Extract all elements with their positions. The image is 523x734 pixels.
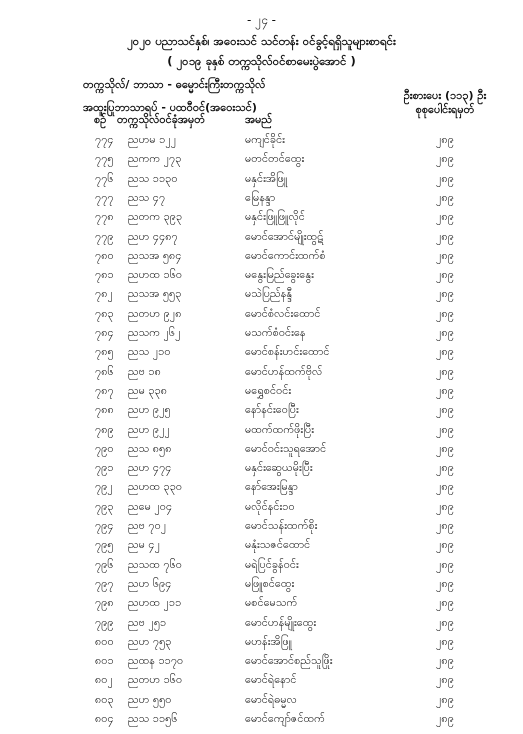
- cell-name: မောင်စံလင်းထောင်: [245, 306, 321, 320]
- cell-serial: ၇၈၀: [95, 248, 114, 262]
- document-subtitle: ( ၂၀၁၉ ခုနှစ် တက္ကသိုလ်ဝင်စာမေးပွဲအောင် ): [167, 54, 356, 68]
- cell-name: မနုံးသဇင်ထောင်: [245, 538, 311, 552]
- cell-score: ၂၈၉: [436, 383, 454, 397]
- cell-name: မနှင်းဖြူဖြူလိုင်: [245, 210, 305, 224]
- page-number: - ၂၄ -: [247, 13, 276, 27]
- cell-roll-number: ညဟ ၄၄၈၇: [128, 229, 178, 243]
- cell-roll-number: ညမ ၄၂: [128, 538, 161, 552]
- cell-serial: ၇၇၅: [95, 152, 114, 166]
- cell-serial: ၇၈၉: [95, 422, 114, 436]
- cell-score: ၂၈၉: [436, 248, 454, 262]
- cell-roll-number: ညဟထ ၁၆၀: [128, 268, 183, 282]
- cell-name: မရွှေစင်ဝင်း: [245, 383, 292, 397]
- column-header-total-score: စုစုပေါင်းရမှတ်: [415, 103, 475, 116]
- document-title: ၂၀၂၀ ပညာသင်နှစ်၊ အဝေးသင် သင်တန်း ဝင်ခွင့်ရရှိသူများစာရင်း: [127, 34, 396, 48]
- cell-serial: ၇၉၀: [95, 441, 114, 455]
- cell-roll-number: ညဟထ ၃၃၀: [128, 480, 183, 494]
- cell-serial: ၈၀၃: [95, 692, 114, 706]
- cell-score: ၂၈၉: [436, 557, 454, 571]
- cell-roll-number: ညတက ၃၉၃: [128, 210, 183, 224]
- cell-serial: ၇၇၄: [95, 133, 114, 146]
- cell-name: မောင်ကောင်းထက်စံ: [245, 248, 326, 262]
- cell-serial: ၇၈၁: [95, 268, 114, 282]
- cell-roll-number: ညဟ ၉၂၅: [128, 403, 171, 417]
- cell-serial: ၈၀၂: [95, 673, 113, 687]
- cell-roll-number: ညသအ ၅၈၄: [128, 248, 182, 262]
- cell-name: မောင်ကျော်ဇင်ထက်: [245, 712, 325, 725]
- cell-score: ၂၈၉: [436, 190, 454, 204]
- cell-serial: ၇၇၇: [95, 190, 114, 204]
- cell-name: မနွေးမြည်ခွေးနွေး: [245, 268, 314, 282]
- cell-score: ၂၈၉: [436, 210, 454, 224]
- cell-roll-number: ညဟ ၅၅၀: [128, 692, 172, 706]
- cell-score: ၂၈၉: [436, 229, 454, 243]
- cell-score: ၂၈၉: [436, 268, 454, 282]
- cell-score: ၂၈၉: [436, 152, 454, 166]
- cell-score: ၂၈၉: [436, 441, 454, 455]
- cell-roll-number: ညဗ ၁၈: [128, 364, 161, 378]
- cell-name: မရဲပြင်ခွန်ဝင်း: [245, 557, 299, 571]
- cell-roll-number: ညဟ ၇၅၃: [128, 634, 172, 648]
- cell-score: ၂၈၉: [436, 596, 454, 610]
- cell-score: ၂၈၉: [436, 654, 454, 668]
- cell-serial: ၈၀၄: [95, 712, 114, 725]
- cell-name: နော်နင်းဝေပြီး: [245, 403, 299, 417]
- cell-roll-number: ညဟ ၉၂၂: [128, 422, 170, 436]
- column-header-quota: ဦးစားပေး (၁၁၃) ဦး: [403, 89, 487, 102]
- cell-serial: ၇၉၉: [95, 615, 114, 629]
- table-row: [0, 712, 523, 734]
- cell-name: မောင်ရဲနောင်: [245, 673, 297, 687]
- cell-name: မောင်အောင်မျိုးထွဋ်: [245, 229, 324, 243]
- cell-serial: ၇၇၈: [95, 210, 114, 224]
- column-header-serial: စဉ်: [94, 113, 107, 126]
- cell-serial: ၇၉၆: [95, 557, 114, 571]
- cell-score: ၂၈၉: [436, 403, 454, 417]
- cell-score: ၂၈၉: [436, 480, 454, 494]
- cell-score: ၂၈၉: [436, 615, 454, 629]
- university-line: တက္ကသိုလ်/ ဘာသာ - ဓမ္မောင်းကြီးတက္ကသိုလ်: [83, 78, 266, 91]
- cell-roll-number: ညသ ၄၇: [128, 190, 166, 204]
- cell-serial: ၈၀၀: [95, 634, 114, 648]
- cell-serial: ၇၇၉: [95, 229, 114, 243]
- cell-name: မနှင်းအိဖြူ: [245, 171, 288, 185]
- cell-name: မတင်တင်ထွေး: [245, 152, 305, 166]
- cell-serial: ၇၉၈: [95, 596, 114, 610]
- cell-serial: ၇၈၂: [95, 287, 113, 301]
- cell-serial: ၇၈၈: [95, 403, 114, 417]
- program-line: အထူးပြုဘာသာရပ် - ပထဝီဝင်(အဝေးသင်): [83, 101, 257, 114]
- cell-roll-number: ညဗ ၇၀၂: [128, 519, 167, 532]
- cell-name: မောင်သန်းထက်စိုး: [245, 519, 318, 532]
- cell-serial: ၇၉၃: [95, 499, 114, 513]
- cell-name: မနှင်းဆွေယမိုးပြီး: [245, 461, 313, 475]
- cell-serial: ၇၉၇: [95, 576, 114, 590]
- cell-score: ၂၈၉: [436, 287, 454, 301]
- cell-roll-number: ညသ ၈၅၈: [128, 441, 172, 455]
- cell-score: ၂၈၉: [436, 306, 454, 320]
- column-header-name: အမည်: [245, 113, 273, 126]
- cell-roll-number: ညတဟ ၁၆၀: [128, 673, 183, 687]
- cell-roll-number: ညသ ၁၁၃၀: [128, 171, 178, 185]
- cell-name: မဟန်းအိဖြူ: [245, 634, 292, 648]
- cell-name: မထက်ထက်ဖိုးပြီး: [245, 422, 315, 436]
- cell-roll-number: ညထန ၁၁၇၀: [128, 654, 184, 668]
- cell-roll-number: ညသ ၁၁၅၆: [128, 712, 178, 725]
- cell-serial: ၇၇၆: [95, 171, 114, 185]
- cell-score: ၂၈၉: [436, 499, 454, 513]
- cell-score: ၂၈၉: [436, 326, 454, 339]
- cell-score: ၂၈၉: [436, 634, 454, 648]
- cell-name: မသက်စံဝင်းနေ: [245, 326, 306, 339]
- cell-name: မောင်စန်းဟင်းထောင်: [245, 345, 330, 359]
- cell-roll-number: ညသက ၂၆၂: [128, 326, 181, 339]
- cell-roll-number: ညတဟ ၉၂၈: [128, 306, 182, 320]
- cell-score: ၂၈၉: [436, 692, 454, 706]
- cell-name: မစင်မေသက်: [245, 596, 298, 610]
- cell-score: ၂၈၉: [436, 345, 454, 359]
- cell-serial: ၇၉၁: [95, 461, 114, 475]
- cell-serial: ၇၈၅: [95, 345, 114, 359]
- cell-roll-number: ညသထ ၇၆၀: [128, 557, 182, 571]
- cell-roll-number: ညသ ၂၁၀: [128, 345, 171, 359]
- cell-score: ၂၈၉: [436, 519, 454, 532]
- cell-serial: ၇၉၄: [95, 519, 114, 532]
- cell-name: မောင်ဟန်မျိုးထွေး: [245, 615, 317, 629]
- cell-roll-number: ညဟ ၄၇၄: [128, 461, 172, 475]
- cell-roll-number: ညမေ ၂၀၄: [128, 499, 173, 513]
- cell-name: မောင်ဝင်းသူရအောင်: [245, 441, 327, 455]
- cell-roll-number: ညဟမ ၁၂၂: [128, 133, 177, 146]
- cell-score: ၂၈၉: [436, 461, 454, 475]
- cell-name: မောင်အောင်စည်သူဖြိုး: [245, 654, 333, 668]
- cell-name: နော်အေးမြန္ဒာ: [245, 480, 298, 494]
- cell-name: မောင်ရဲဓမ္မလ: [245, 692, 297, 706]
- cell-score: ၂၈၉: [436, 171, 454, 185]
- cell-score: ၂၈၉: [436, 673, 454, 687]
- cell-name: မဖြူစင်ထွေး: [245, 576, 295, 590]
- cell-serial: ၇၈၇: [95, 383, 114, 397]
- cell-name: မသဲပြည်နန္ဒီ: [245, 287, 293, 301]
- cell-serial: ၇၈၄: [95, 326, 114, 339]
- cell-serial: ၇၉၅: [95, 538, 114, 552]
- cell-serial: ၈၀၁: [95, 654, 114, 668]
- cell-roll-number: ညဟထ ၂၁၁: [128, 596, 182, 610]
- cell-score: ၂၈၉: [436, 576, 454, 590]
- cell-roll-number: ညကက ၂၇၃: [128, 152, 182, 166]
- cell-name: မောင်ဟန်ထက်ဗိုလ်: [245, 364, 323, 378]
- cell-score: ၂၈၉: [436, 538, 454, 552]
- cell-score: ၂၈၉: [436, 364, 454, 378]
- cell-score: ၂၈၉: [436, 422, 454, 436]
- column-header-roll-number: တက္ကသိုလ်ဝင်ခုံအမှတ်: [117, 113, 205, 126]
- cell-score: ၂၈၉: [436, 133, 454, 146]
- cell-serial: ၇၈၃: [95, 306, 114, 320]
- cell-name: မကျင်ခိုင်း: [245, 133, 285, 146]
- cell-serial: ၇၉၂: [95, 480, 113, 494]
- cell-name: မြေနန္ဒာ: [245, 190, 276, 204]
- cell-roll-number: ညသအ ၅၅၃: [128, 287, 182, 301]
- cell-roll-number: ညဗ ၂၅၁: [128, 615, 167, 629]
- cell-name: မလိုင်နင်း၁၀: [245, 499, 295, 513]
- cell-roll-number: ညမ ၃၃၈: [128, 383, 168, 397]
- cell-serial: ၇၈၆: [95, 364, 114, 378]
- cell-score: ၂၈၉: [436, 712, 454, 725]
- cell-roll-number: ညဟ ၆၉၄: [128, 576, 172, 590]
